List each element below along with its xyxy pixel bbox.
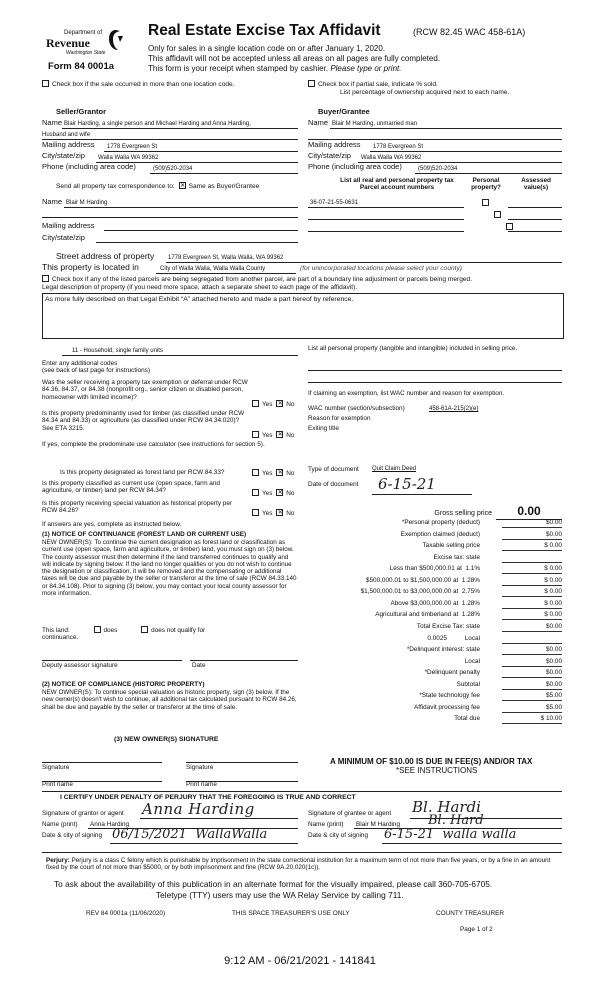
exemption-claim-label: If claiming an exemption, list WAC number and reason for exemption. <box>308 390 505 397</box>
fee-row <box>318 577 580 587</box>
grantor-name-label: Name (print) <box>42 821 78 828</box>
fee-label: Subtotal <box>456 680 480 688</box>
seller-name-value[interactable]: Blair Harding, a single person and Michael Harding and Anna Harding, <box>64 121 251 127</box>
grantee-sig-label: Signature of grantee or agent <box>308 810 392 817</box>
q2-answers[interactable]: Yes ✕ No <box>252 431 294 439</box>
buyer-heading: Buyer/Grantee <box>318 107 370 116</box>
grantee-name-label: Name (print) <box>308 821 344 828</box>
seller-name-value-2[interactable]: Husband and wife <box>42 132 91 138</box>
multi-location-checkbox[interactable] <box>42 80 49 87</box>
fee-label: *Delinquent interest: state <box>406 646 480 654</box>
seller-mail-label: Mailing address <box>42 140 95 149</box>
page-number: Page 1 of 2 <box>460 926 493 933</box>
buyer-city-label: City/state/zip <box>308 151 351 160</box>
fee-value[interactable]: $ 10.00 <box>502 715 562 724</box>
fee-row <box>318 531 580 541</box>
type-or-print-text: Please type or print. <box>330 64 402 73</box>
fee-label: $1,500,000.01 to $3,000,000.00 at 2.75% <box>360 588 480 596</box>
fee-value[interactable]: $5.00 <box>502 692 562 701</box>
fee-value[interactable]: $0.00 <box>502 623 562 632</box>
partial-sale-checkbox[interactable] <box>308 80 315 87</box>
correspondence-label: Send all property tax correspondence to: <box>56 183 175 190</box>
fee-row <box>318 554 580 564</box>
fee-label: Exemption claimed (deduct) <box>400 530 480 538</box>
parcel-col-header: List all real and personal property tax Parcel account numbers <box>340 177 454 192</box>
street-label: Street address of property <box>56 251 155 261</box>
grantor-sig-label: Signature of grantor or agent <box>42 810 124 817</box>
land-does-not-checkbox[interactable] <box>141 626 148 633</box>
fee-value[interactable]: $0.00 <box>502 681 562 690</box>
grantor-name-value[interactable]: Anna Harding <box>90 821 130 828</box>
multi-location-label: Check box if the sale occurred in more than one location code. <box>52 81 235 88</box>
grantor-date-city[interactable]: 06/15/2021 WallaWalla <box>112 827 268 842</box>
grantee-signature[interactable]: Bl. Hardi <box>412 798 481 816</box>
grantee-name-value[interactable]: Blair M Harding <box>356 821 401 828</box>
see-instructions: *SEE INSTRUCTIONS <box>396 766 478 775</box>
county-treasurer: COUNTY TREASURER <box>436 910 504 917</box>
reason-label: Reason for exemption <box>308 415 371 422</box>
land-does-checkbox[interactable] <box>94 626 101 633</box>
logo-mark-icon <box>108 28 124 52</box>
partial-sale-check[interactable] <box>308 80 509 96</box>
fee-value[interactable]: $ 0.00 <box>502 542 562 551</box>
buyer-mail-label: Mailing address <box>308 140 361 149</box>
q2-no-checkbox[interactable] <box>276 431 283 438</box>
fee-label: Affidavit processing fee <box>414 703 480 711</box>
doc-type-value[interactable]: Quit Claim Deed <box>372 466 417 472</box>
located-value[interactable]: City of Walla Walla, Walla Walla County <box>160 266 266 272</box>
parcel-number[interactable]: 36-07-21-55-0631 <box>310 200 359 206</box>
form-number: Form 84 0001a <box>48 61 115 72</box>
fee-row <box>318 611 580 621</box>
receipt-text: This form is your receipt when stamped by cashier. <box>148 64 329 73</box>
notice-compliance-text: NEW OWNER(S): To continue special valuation as historic property, sign (3) below. If the new owner(s) doesn't wish to continue, all additional tax calculated pursuant to RCW 84.26, shall be due and payable by the seller or transferor at the time of sale. <box>42 689 297 711</box>
assessed-col-header: Assessed value(s) <box>521 177 551 192</box>
grantor-date-label: Date & city of signing <box>42 832 103 839</box>
header-line-3 <box>148 64 401 73</box>
street-value[interactable]: 1778 Evergreen St, Walla Walla, WA 99362 <box>168 255 284 261</box>
fee-row <box>318 588 580 598</box>
fee-label: *Personal property (deduct) <box>401 519 480 526</box>
logo-revenue-text: Revenue <box>46 36 90 50</box>
header-line-2: This affidavit will not be accepted unless all areas on all pages are fully completed. <box>148 54 441 63</box>
partial-sale-note: List percentage of ownership acquired next to each name. <box>340 88 510 96</box>
logo-state-text: Washington State <box>66 50 106 56</box>
personal-checkbox-1[interactable] <box>482 199 489 206</box>
doc-date-label: Date of document <box>308 481 359 488</box>
doc-date-value[interactable]: 6-15-21 <box>378 475 436 493</box>
legal-desc-label: Legal description of property (if you need more space, attach a separate sheet to each page of the affidavit). <box>42 284 358 291</box>
fee-value[interactable]: $0.00 <box>502 669 562 678</box>
fee-value[interactable]: $ 0.00 <box>502 577 562 586</box>
buyer-mail-value[interactable]: 1778 Evergreen St <box>373 144 424 150</box>
q4-no-checkbox[interactable] <box>276 489 283 496</box>
fee-row <box>318 635 580 645</box>
this-land-row: This land: does does not qualify for continuance. <box>42 627 206 642</box>
q5-yes-checkbox[interactable] <box>252 509 259 516</box>
seller-city-value[interactable]: Walla Walla WA 99362 <box>98 155 159 161</box>
legal-desc-text: As more fully described on that Legal Exhibit “A” attached hereto and made a part hereof by reference. <box>45 296 354 303</box>
q4-answers[interactable]: Yes ✕ No <box>252 489 294 497</box>
multi-location-check[interactable] <box>42 80 235 89</box>
personal-property-list-label: List all personal property (tangible and intangible) included in selling price. <box>308 345 518 352</box>
q5-answers[interactable]: Yes ✕ No <box>252 509 294 517</box>
q5-no-checkbox[interactable] <box>276 509 283 516</box>
question-timber: Is this property predominantly used for timber (as classified under RCW 84.34 and 84.33) or agriculture (as classified under RCW 84.34.020)? See ETA 3215. <box>42 410 245 432</box>
fee-value[interactable]: $ 0.00 <box>502 588 562 597</box>
question-forest: Is this property designated as forest land per RCW 84.33? <box>60 469 225 476</box>
fee-value[interactable]: $ 0.00 <box>502 565 562 574</box>
fee-value[interactable]: $0.00 <box>502 531 562 540</box>
personal-checkbox-2[interactable] <box>494 211 501 218</box>
buyer-phone-value[interactable]: (509)520-2034 <box>418 166 458 172</box>
q3-no-checkbox[interactable] <box>276 469 283 476</box>
doc-type-label: Type of document <box>308 466 359 473</box>
fee-row <box>318 704 580 714</box>
personal-checkbox-3[interactable] <box>506 223 513 230</box>
fee-row <box>318 658 580 668</box>
buyer-name-label: Name <box>308 118 329 127</box>
page-title: Real Estate Excise Tax Affidavit <box>148 22 381 39</box>
question-historic: Is this property receiving special valuation as historical property per RCW 84.26? <box>42 500 233 515</box>
located-label: This property is located in <box>42 262 139 272</box>
seller-name-label: Name <box>42 118 63 127</box>
buyer-city-value[interactable]: Walla Walla WA 99362 <box>361 155 422 161</box>
fee-row <box>318 542 580 552</box>
segregated-label: Check box if any of the listed parcels are being segregated from another parcel, are part of a boundary line adjustment or parcels being merged. <box>52 276 473 283</box>
fee-label: Total due <box>454 715 480 723</box>
located-hint: (for unincorporated locations please select your county) <box>300 265 463 272</box>
fee-row <box>318 669 580 679</box>
fee-label: Above $3,000,000.00 at 1.28% <box>390 599 480 607</box>
perjury-notice: Perjury: Perjury is a class C felony which is punishable by imprisonment in the state correctional institution for a maximum term of not more than five years, or by a fine in an amount fixed by the court of not more than $5000, or by both imprisonment and fine (RCW 9A.20.020(1c)). <box>46 857 551 872</box>
fee-label: Agricultural and timberland at 1.28% <box>375 611 480 619</box>
partial-sale-label: Check box if partial sale, indicate % sold. <box>318 81 438 88</box>
seller-phone-label: Phone (including area code) <box>42 162 136 171</box>
buyer-name-value[interactable]: Blair M Harding, unmarried man <box>332 121 418 127</box>
fee-value[interactable]: $0.00 <box>502 658 562 667</box>
fee-row <box>318 646 580 656</box>
fee-label: $500,000.01 to $1,500,000.00 at 1.28% <box>365 576 480 584</box>
legal-desc-box[interactable] <box>42 293 564 339</box>
fee-row <box>318 519 580 529</box>
treasurer-use-only: THIS SPACE TREASURER'S USE ONLY <box>232 910 350 917</box>
fee-row <box>318 565 580 575</box>
q3-yes-checkbox[interactable] <box>252 469 259 476</box>
land-use-code[interactable]: 11 - Household, single family units <box>72 348 163 354</box>
fee-label: Excise tax: state <box>433 553 480 561</box>
minimum-due-notice: A MINIMUM OF $10.00 IS DUE IN FEE(S) AND/OR TAX <box>330 757 533 766</box>
rcw-reference: (RCW 82.45 WAC 458-61A) <box>413 27 526 37</box>
fee-value[interactable]: $0.00 <box>502 519 562 528</box>
revision-number: REV 84 0001a (11/06/2020) <box>86 910 166 917</box>
tty-line: Teletype (TTY) users may use the WA Relay Service by calling 711. <box>156 890 404 900</box>
gross-selling-value[interactable]: 0.00 <box>496 505 562 520</box>
certify-title: I CERTIFY UNDER PENALTY OF PERJURY THAT THE FOREGOING IS TRUE AND CORRECT <box>60 794 356 801</box>
seller-phone-value[interactable]: (509)520-2034 <box>153 166 193 172</box>
deputy-signature-label: Deputy assessor signature <box>42 662 118 669</box>
corr-mail-label: Mailing address <box>42 221 95 230</box>
new-owner-print-label-2: Print name <box>186 781 217 788</box>
fee-value[interactable]: $0.00 <box>502 646 562 655</box>
new-owner-sig-label-1: Signature <box>42 764 70 771</box>
gross-selling-label: Gross selling price <box>434 510 492 517</box>
grantee-date-city[interactable]: 6-15-21 walla walla <box>384 827 517 842</box>
corr-name-label: Name <box>42 197 63 206</box>
fee-label: Total Excise Tax: state <box>416 622 480 630</box>
recording-stamp: 9:12 AM - 06/21/2021 - 141841 <box>224 955 376 967</box>
fee-value[interactable] <box>502 635 562 644</box>
fee-row <box>318 623 580 633</box>
alternate-format-line: To ask about the availability of this publication in an alternate format for the visually impaired, please call 360-705-6705. <box>54 879 493 889</box>
buyer-phone-label: Phone (including area code) <box>308 162 402 171</box>
notice-continuance-text: NEW OWNER(S): To continue the current designation as forest land or classification as current use (open space, farm and agriculture, or timber) land, you must sign on (3) below. The county assessor must then determine if the land transferred continues to qualify and will indicate by signing below. If the land no longer qualifies or you do not wish to continue the designation or classification, it will be removed and the compensating or additional taxes will be due and payable by the seller or transferor at the time of sale (RCW 84.33.140 or 84.34.108). Prior to signing (3) below, you may contact your local county assessor for more information. <box>42 539 297 598</box>
personal-col-header: Personal property? <box>471 177 501 192</box>
grantee-date-label: Date & city of signing <box>308 832 369 839</box>
fee-row <box>318 600 580 610</box>
q1-no-checkbox[interactable] <box>276 400 283 407</box>
predominant-use-note: If yes, complete the predominate use calculator (see instructions for section 5). <box>42 441 265 448</box>
new-owner-print-label-1: Print name <box>42 781 73 788</box>
q2-yes-checkbox[interactable] <box>252 431 259 438</box>
wac-value[interactable]: 458-61A-215(2)(e) <box>429 406 479 412</box>
addl-codes-label: Enter any additional codes (see back of last page for instructions) <box>42 360 150 375</box>
logo-dept-text: Department of <box>64 30 103 36</box>
reason-value[interactable]: Exiting title <box>308 425 339 432</box>
fee-label: 0.0025 Local <box>427 634 480 642</box>
header-line-1: Only for sales in a single location code on or after January 1, 2020. <box>148 44 386 53</box>
q1-answers[interactable]: Yes ✕ No <box>252 400 294 408</box>
correspondence-row <box>56 182 259 191</box>
corr-name-value[interactable]: Blair M Harding <box>66 200 108 206</box>
fee-value[interactable]: $ 0.00 <box>502 600 562 609</box>
new-owner-sig-label-2: Signature <box>186 764 214 771</box>
segregated-checkbox[interactable] <box>42 275 49 282</box>
new-owner-signature-title: (3) NEW OWNER(S) SIGNATURE <box>114 736 219 743</box>
question-current-use: Is this property classified as current use (open space, farm and agriculture, or timber) land per RCW 84.34? <box>42 480 220 495</box>
corr-city-label: City/state/zip <box>42 233 85 242</box>
same-as-buyer-label: Same as Buyer/Grantee <box>188 183 260 190</box>
fee-label: *State technology fee <box>419 692 480 700</box>
fee-label: Taxable selling price <box>422 542 480 550</box>
q3-answers[interactable]: Yes ✕ No <box>252 469 294 477</box>
grantee-name-handwritten[interactable]: Bl. Hard <box>428 813 484 828</box>
q1-yes-checkbox[interactable] <box>252 400 259 407</box>
seller-heading: Seller/Grantor <box>56 107 107 116</box>
fee-row <box>318 715 580 725</box>
seller-mail-value[interactable]: 1778 Evergreen St <box>107 144 158 150</box>
answers-yes-note: If answers are yes, complete as instructed below. <box>42 521 182 528</box>
question-exemption: Was the seller receiving a property tax exemption or deferral under RCW 84.36, 84.37, or 84.38 (nonprofit org., senior citizen or disabled person, homeowner with limited income)? <box>42 379 248 401</box>
deputy-date-label: Date <box>192 662 206 669</box>
fee-label: Less than $500,000.01 at 1.1% <box>389 565 480 573</box>
grantor-signature[interactable]: Anna Harding <box>142 800 255 818</box>
fee-label: *Delinquent penalty <box>424 669 480 677</box>
fee-row <box>318 681 580 691</box>
notice-continuance-title: (1) NOTICE OF CONTINUANCE (FOREST LAND OR CURRENT USE) <box>42 531 247 538</box>
fee-value[interactable]: $ 0.00 <box>502 611 562 620</box>
fee-row <box>318 692 580 702</box>
q4-yes-checkbox[interactable] <box>252 489 259 496</box>
fee-label: Local <box>464 657 480 665</box>
fee-value[interactable]: $5.00 <box>502 704 562 713</box>
same-as-buyer-checkbox[interactable] <box>179 182 186 189</box>
seller-city-label: City/state/zip <box>42 151 85 160</box>
fee-value[interactable] <box>502 554 562 563</box>
segregated-check[interactable] <box>42 275 472 284</box>
wac-label: WAC number (section/subsection) <box>308 405 405 412</box>
notice-compliance-title: (2) NOTICE OF COMPLIANCE (HISTORIC PROPERTY) <box>42 681 205 688</box>
